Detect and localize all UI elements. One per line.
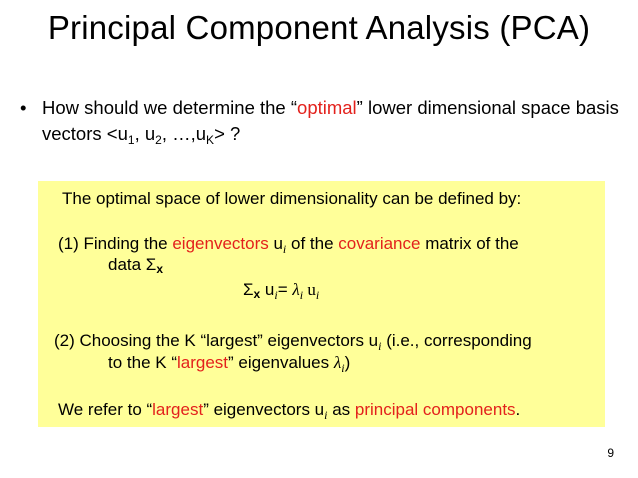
item-2-text-c: ” eigenvectors u xyxy=(257,331,379,350)
definition-panel xyxy=(38,181,605,427)
closing-line xyxy=(58,400,520,420)
item-1-cont-a: data Σ xyxy=(108,255,157,274)
closing-text-g: . xyxy=(515,400,521,419)
bullet-marker: • xyxy=(20,97,27,118)
slide-title: Principal Component Analysis (PCA) xyxy=(47,9,591,46)
item-2-continuation xyxy=(108,353,350,373)
eq-u: u xyxy=(260,280,275,299)
item-1-text-a: (1) Finding the xyxy=(58,234,173,253)
eq-sub-i2: i xyxy=(299,288,304,302)
bullet-point xyxy=(20,95,620,147)
bullet-text-1: How should we determine the “ xyxy=(42,97,298,118)
item-1-text-g: matrix of the xyxy=(420,234,519,253)
bullet-subscript-2: 2 xyxy=(155,133,162,147)
bullet-subscript-1: 1 xyxy=(127,133,135,147)
item-1-continuation xyxy=(108,255,163,275)
closing-text-e: as xyxy=(327,400,355,419)
eq-lambda: λ xyxy=(292,280,300,299)
item-1-cont-x: x xyxy=(156,262,164,276)
item-2-cont-b: ” eigenvalues xyxy=(228,353,334,372)
bullet-text-3: ” lower dimensional space basis vectors <u xyxy=(42,97,619,144)
item-1-text-c: u xyxy=(268,234,283,253)
item-2-text-a: (2) Choosing the K “ xyxy=(54,331,207,350)
eq-sub-i1: i xyxy=(274,288,278,302)
item-1-covariance: covariance xyxy=(338,234,421,253)
closing-text-a: We refer to “ xyxy=(58,400,153,419)
eq-equals: = xyxy=(277,280,293,299)
item-1-sub-i: i xyxy=(282,242,287,256)
item-1-eigenvectors: eigenvectors xyxy=(172,234,269,253)
eq-sigma: Σ xyxy=(243,280,254,299)
bullet-text-4: , u xyxy=(134,123,156,144)
closing-text-c: ” eigenvectors u xyxy=(203,400,325,419)
bullet-text-5: , …,u xyxy=(161,123,207,144)
eq-sub-i3: i xyxy=(315,288,320,302)
eq-u2: u xyxy=(303,280,316,299)
bullet-text-6: > ? xyxy=(214,123,241,144)
eigen-equation xyxy=(243,280,319,300)
panel-intro: The optimal space of lower dimensionality can be defined by: xyxy=(62,189,522,208)
bullet-subscript-k: K xyxy=(206,133,215,147)
item-2-cont-largest: largest xyxy=(176,353,229,372)
item-2-sub-i: i xyxy=(378,339,382,353)
item-2-largest: largest xyxy=(206,331,258,350)
eq-x: x xyxy=(253,287,261,301)
page-number: 9 xyxy=(607,446,614,460)
item-2-cont-lambda: λ xyxy=(333,353,342,372)
item-1-text-e: of the xyxy=(286,234,339,253)
closing-sub-i: i xyxy=(324,408,328,422)
closing-principal-components: principal components xyxy=(354,400,516,419)
item-2-cont-c: ) xyxy=(344,353,351,372)
closing-largest: largest xyxy=(152,400,204,419)
bullet-text xyxy=(42,95,620,147)
item-2-text-e: (i.e., corresponding xyxy=(381,331,532,350)
item-2-cont-a: to the K “ xyxy=(108,353,177,372)
item-1-line xyxy=(58,234,519,254)
item-2-line xyxy=(54,331,532,351)
bullet-emphasis-optimal: optimal xyxy=(297,97,357,118)
item-2-cont-sub-i: i xyxy=(341,361,345,375)
